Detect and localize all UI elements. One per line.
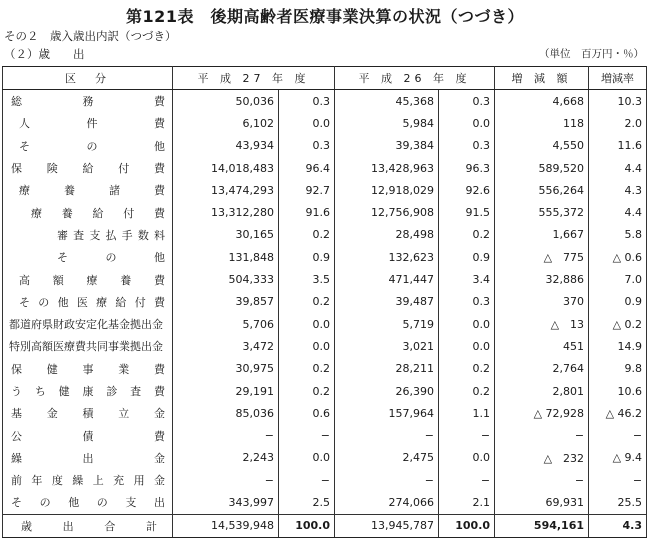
cell-p26: 96.3 [439, 157, 495, 179]
cell-rate: 25.5 [589, 491, 647, 514]
row-label: 繰出金 [11, 451, 165, 465]
cell-v26: 45,368 [335, 90, 439, 113]
cell-v27: 131,848 [173, 246, 279, 268]
row-label: その他の支出 [11, 496, 165, 510]
row-label: その他 [57, 251, 165, 265]
cell-p26: 0.3 [439, 90, 495, 113]
header-category: 区 分 [3, 67, 173, 90]
row-label-cell [3, 179, 173, 201]
cell-p27: 0.2 [279, 358, 335, 380]
cell-p27: 0.3 [279, 135, 335, 157]
cell-v27: 85,036 [173, 402, 279, 424]
cell-p26: 92.6 [439, 179, 495, 201]
cell-diff: 594,161 [495, 514, 589, 537]
cell-rate: △ 0.6 [589, 246, 647, 268]
table-row [3, 157, 647, 179]
cell-rate: △ 9.4 [589, 447, 647, 469]
unit-note: （単位 百万円・％） [539, 48, 644, 60]
cell-diff: 589,520 [495, 157, 589, 179]
cell-p26: − [439, 424, 495, 446]
table-body [3, 90, 647, 538]
cell-p27: 0.0 [279, 447, 335, 469]
cell-v26: 471,447 [335, 268, 439, 290]
cell-v27: 30,975 [173, 358, 279, 380]
row-label-cell [3, 135, 173, 157]
cell-diff: − [495, 469, 589, 491]
table-row [3, 380, 647, 402]
cell-v26: 13,428,963 [335, 157, 439, 179]
cell-v27: − [173, 469, 279, 491]
cell-rate: 7.0 [589, 268, 647, 290]
row-label: 特別高額医療費共同事業拠出金 [9, 340, 163, 354]
cell-diff: 451 [495, 335, 589, 357]
cell-diff: 4,550 [495, 135, 589, 157]
cell-p27: − [279, 424, 335, 446]
cell-rate: 10.6 [589, 380, 647, 402]
row-label: 前年度繰上充用金 [11, 474, 165, 488]
row-label-cell [3, 90, 173, 113]
cell-v26: 12,756,908 [335, 201, 439, 223]
row-label-cell [3, 268, 173, 290]
cell-p26: 0.3 [439, 135, 495, 157]
table-row [3, 335, 647, 357]
cell-p26: 0.2 [439, 380, 495, 402]
cell-diff: − [495, 424, 589, 446]
table-row [3, 112, 647, 134]
cell-p26: − [439, 469, 495, 491]
cell-p27: 100.0 [279, 514, 335, 537]
row-label: 都道府県財政安定化基金拠出金 [9, 318, 163, 332]
cell-rate: − [589, 424, 647, 446]
row-label-cell [3, 246, 173, 268]
row-label: 公債費 [11, 429, 165, 443]
cell-diff: 69,931 [495, 491, 589, 514]
cell-rate: △ 0.2 [589, 313, 647, 335]
cell-v26: 3,021 [335, 335, 439, 357]
table-row [3, 135, 647, 157]
cell-rate: 2.0 [589, 112, 647, 134]
cell-p26: 0.9 [439, 246, 495, 268]
cell-v27: 13,312,280 [173, 201, 279, 223]
table-row [3, 201, 647, 223]
cell-p27: 2.5 [279, 491, 335, 514]
cell-p27: 0.3 [279, 90, 335, 113]
table-row [3, 179, 647, 201]
row-label-cell [3, 224, 173, 246]
row-label-cell [3, 157, 173, 179]
cell-v27: 343,997 [173, 491, 279, 514]
cell-v26: 28,211 [335, 358, 439, 380]
cell-v27: 39,857 [173, 291, 279, 313]
cell-rate: △ 46.2 [589, 402, 647, 424]
cell-v27: 13,474,293 [173, 179, 279, 201]
cell-p27: 0.2 [279, 380, 335, 402]
cell-p26: 2.1 [439, 491, 495, 514]
cell-diff: 32,886 [495, 268, 589, 290]
row-label-cell [3, 380, 173, 402]
row-label: 歳出合計 [21, 519, 157, 533]
cell-v26: − [335, 424, 439, 446]
expenditure-table [2, 66, 647, 538]
cell-v27: 30,165 [173, 224, 279, 246]
cell-v26: 12,918,029 [335, 179, 439, 201]
row-label: 保険給付費 [11, 162, 165, 176]
cell-diff: △ 775 [495, 246, 589, 268]
row-label-cell [3, 424, 173, 446]
row-label-cell [3, 112, 173, 134]
cell-v26: 5,984 [335, 112, 439, 134]
cell-p27: 0.0 [279, 335, 335, 357]
cell-p27: 92.7 [279, 179, 335, 201]
row-label-cell [3, 402, 173, 424]
cell-rate: 9.8 [589, 358, 647, 380]
cell-diff: 118 [495, 112, 589, 134]
cell-diff: 1,667 [495, 224, 589, 246]
cell-rate: 11.6 [589, 135, 647, 157]
cell-v26: 39,384 [335, 135, 439, 157]
cell-diff: 2,801 [495, 380, 589, 402]
cell-diff: 370 [495, 291, 589, 313]
section-subtitle: その２ 歳入歳出内訳（つづき） [4, 29, 177, 43]
row-label: その他医療給付費 [19, 295, 165, 309]
table-row [3, 90, 647, 113]
row-label: その他 [19, 139, 165, 153]
row-label-cell [3, 469, 173, 491]
cell-diff: 556,264 [495, 179, 589, 201]
cell-v27: 50,036 [173, 90, 279, 113]
row-label-cell [3, 491, 173, 514]
row-label-cell [3, 201, 173, 223]
cell-p26: 0.0 [439, 447, 495, 469]
subsection-subtitle: （２）歳 出 [4, 47, 85, 61]
cell-rate: 0.9 [589, 291, 647, 313]
cell-rate: 4.3 [589, 514, 647, 537]
row-label: 高額療養費 [19, 273, 165, 287]
cell-p26: 0.3 [439, 291, 495, 313]
row-label: 療養諸費 [19, 184, 165, 198]
header-row [3, 67, 647, 90]
cell-v26: 132,623 [335, 246, 439, 268]
row-label: うち健康診査費 [11, 385, 165, 398]
cell-p26: 0.2 [439, 224, 495, 246]
table-row [3, 491, 647, 514]
cell-v27: 3,472 [173, 335, 279, 357]
cell-rate: 4.4 [589, 157, 647, 179]
cell-v26: − [335, 469, 439, 491]
cell-p26: 100.0 [439, 514, 495, 537]
cell-p26: 91.5 [439, 201, 495, 223]
row-label-cell [3, 514, 173, 537]
row-label: 審査支払手数料 [57, 228, 165, 242]
row-label: 基金積立金 [11, 407, 165, 421]
row-label-cell [3, 313, 173, 335]
header-fy26: 平 成 26 年 度 [335, 67, 495, 90]
cell-v27: − [173, 424, 279, 446]
cell-p27: 96.4 [279, 157, 335, 179]
table-row [3, 224, 647, 246]
table-row [3, 246, 647, 268]
cell-v26: 274,066 [335, 491, 439, 514]
cell-v27: 2,243 [173, 447, 279, 469]
cell-p27: 0.0 [279, 112, 335, 134]
cell-v26: 26,390 [335, 380, 439, 402]
cell-diff: 555,372 [495, 201, 589, 223]
cell-p26: 1.1 [439, 402, 495, 424]
cell-p26: 0.2 [439, 358, 495, 380]
cell-v27: 14,539,948 [173, 514, 279, 537]
row-label-cell [3, 291, 173, 313]
header-change-amount: 増 減 額 [495, 67, 589, 90]
cell-rate: 4.3 [589, 179, 647, 201]
cell-v26: 13,945,787 [335, 514, 439, 537]
cell-rate: 4.4 [589, 201, 647, 223]
cell-rate: − [589, 469, 647, 491]
cell-v27: 14,018,483 [173, 157, 279, 179]
table-row [3, 358, 647, 380]
cell-v27: 5,706 [173, 313, 279, 335]
cell-p27: − [279, 469, 335, 491]
table-row [3, 313, 647, 335]
cell-diff: 2,764 [495, 358, 589, 380]
header-change-rate: 増減率 [589, 67, 647, 90]
cell-p27: 91.6 [279, 201, 335, 223]
cell-rate: 10.3 [589, 90, 647, 113]
cell-p26: 3.4 [439, 268, 495, 290]
cell-p26: 0.0 [439, 313, 495, 335]
cell-p27: 0.0 [279, 313, 335, 335]
cell-v26: 5,719 [335, 313, 439, 335]
cell-rate: 14.9 [589, 335, 647, 357]
cell-p27: 0.9 [279, 246, 335, 268]
cell-v27: 504,333 [173, 268, 279, 290]
cell-p27: 3.5 [279, 268, 335, 290]
header-fy27: 平 成 27 年 度 [173, 67, 335, 90]
page-title: 第121表 後期高齢者医療事業決算の状況（つづき） [126, 7, 524, 26]
cell-v27: 43,934 [173, 135, 279, 157]
cell-p27: 0.2 [279, 224, 335, 246]
cell-v27: 6,102 [173, 112, 279, 134]
total-row [3, 514, 647, 537]
cell-p26: 0.0 [439, 112, 495, 134]
table-row [3, 402, 647, 424]
cell-diff: 4,668 [495, 90, 589, 113]
table-row [3, 424, 647, 446]
cell-rate: 5.8 [589, 224, 647, 246]
cell-v27: 29,191 [173, 380, 279, 402]
table-row [3, 291, 647, 313]
row-label: 保健事業費 [11, 362, 165, 376]
cell-p27: 0.6 [279, 402, 335, 424]
table-row [3, 268, 647, 290]
row-label: 総務費 [11, 95, 165, 109]
cell-diff: △ 72,928 [495, 402, 589, 424]
cell-p26: 0.0 [439, 335, 495, 357]
cell-v26: 2,475 [335, 447, 439, 469]
cell-v26: 39,487 [335, 291, 439, 313]
row-label-cell [3, 358, 173, 380]
cell-p27: 0.2 [279, 291, 335, 313]
cell-v26: 157,964 [335, 402, 439, 424]
cell-v26: 28,498 [335, 224, 439, 246]
row-label-cell [3, 335, 173, 357]
table-row [3, 469, 647, 491]
cell-diff: △ 232 [495, 447, 589, 469]
row-label: 療養給付費 [31, 206, 165, 220]
table-row [3, 447, 647, 469]
row-label-cell [3, 447, 173, 469]
row-label: 人件費 [19, 117, 165, 131]
cell-diff: △ 13 [495, 313, 589, 335]
